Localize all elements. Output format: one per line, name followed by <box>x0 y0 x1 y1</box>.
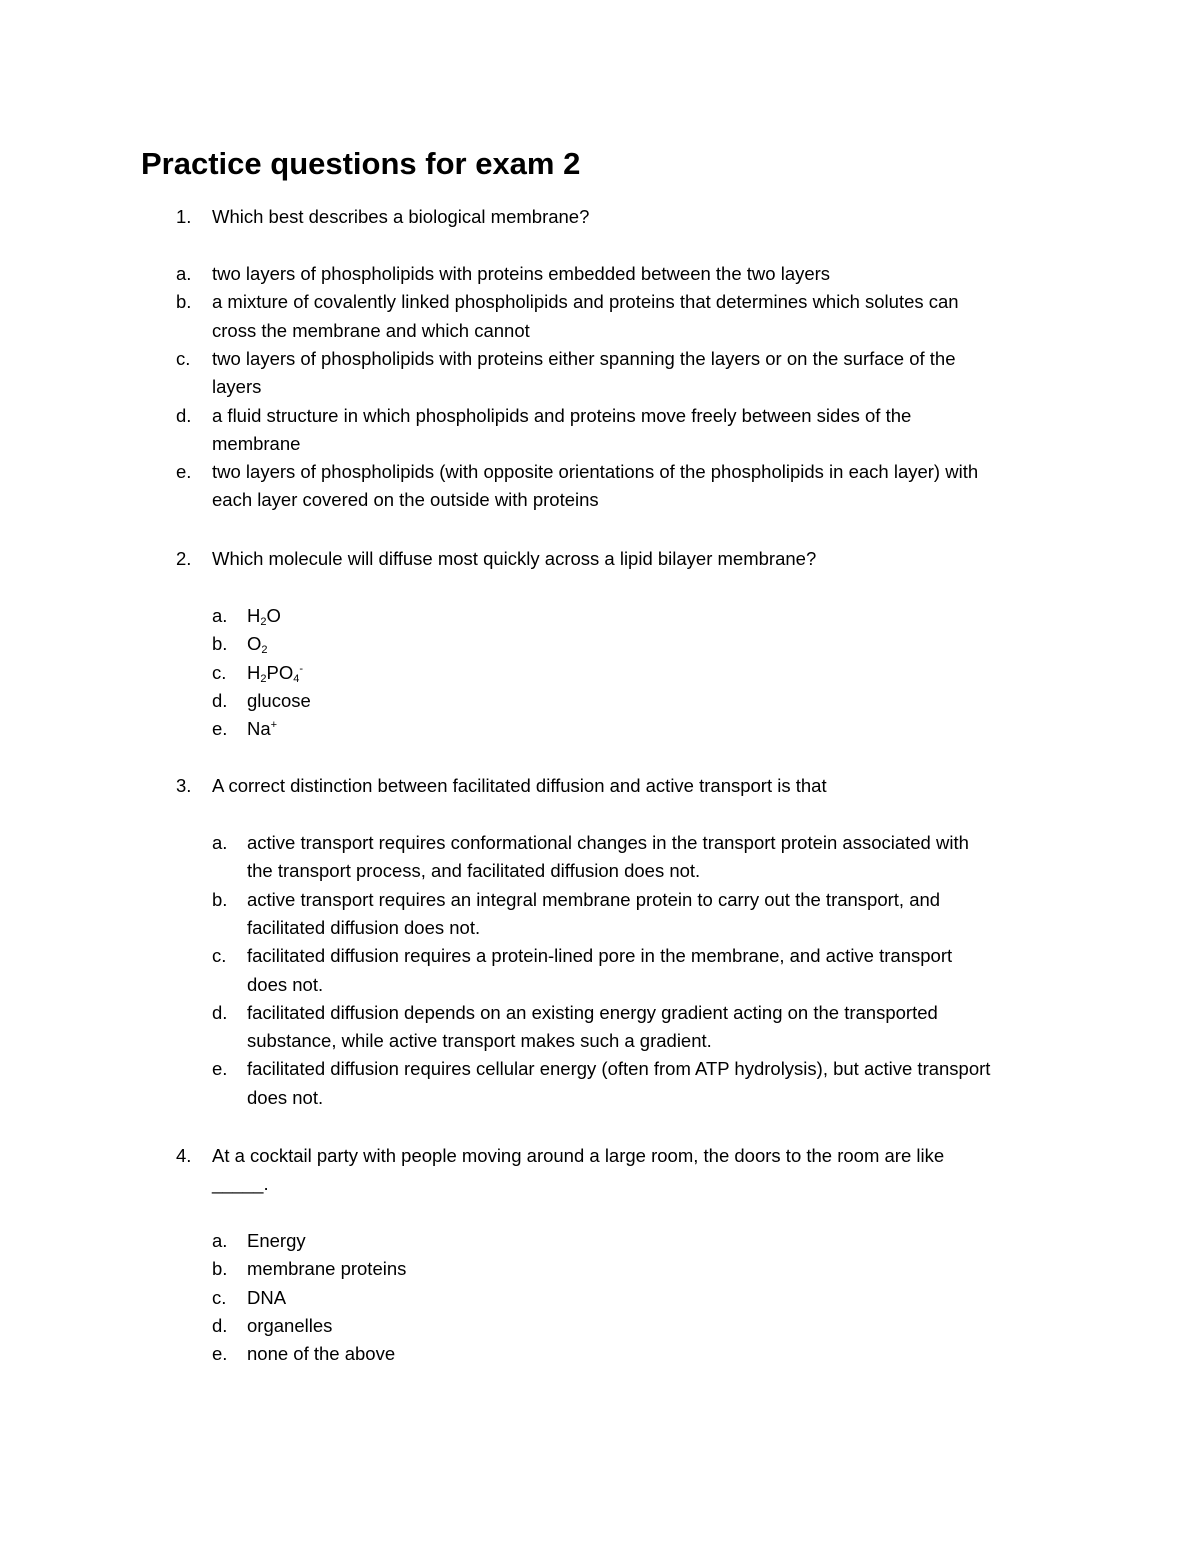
option-text: facilitated diffusion does not. <box>247 916 481 938</box>
question-number: 4. <box>176 1145 192 1166</box>
formula-text: glucose <box>247 689 311 711</box>
option-text: none of the above <box>247 1343 396 1365</box>
option-label: c. <box>176 347 191 369</box>
question-text: A correct distinction between facilitated diffusion and active transport is that <box>212 775 827 796</box>
option-text <box>247 659 303 687</box>
option-text: does not. <box>247 973 324 995</box>
option-text: active transport requires an integral membrane protein to carry out the transport, and <box>247 888 941 910</box>
option-text <box>247 687 311 715</box>
option-text: facilitated diffusion requires a protein-lined pore in the membrane, and active transport <box>247 945 953 967</box>
option-text: each layer covered on the outside with proteins <box>212 489 599 511</box>
option-label: c. <box>212 661 227 683</box>
superscript: + <box>270 719 278 732</box>
option-label: e. <box>212 1343 228 1365</box>
question-text: At a cocktail party with people moving around a large room, the doors to the room are like <box>212 1145 945 1166</box>
option-label: b. <box>212 1258 228 1280</box>
formula-text: O <box>247 633 262 655</box>
option-label: b. <box>212 633 228 655</box>
question-number: 1. <box>176 206 192 227</box>
option-label: b. <box>212 888 228 910</box>
subscript: 2 <box>261 644 268 657</box>
option-text: two layers of phospholipids with proteins either spanning the layers or on the surface of the <box>212 347 956 369</box>
option-text: does not. <box>247 1086 324 1108</box>
option-text: layers <box>212 376 262 398</box>
option-label: e. <box>176 461 192 483</box>
option-text: cross the membrane and which cannot <box>212 319 530 341</box>
page-title: Practice questions for exam 2 <box>141 146 581 181</box>
formula-text: Na <box>247 718 271 740</box>
question-text: Which molecule will diffuse most quickly across a lipid bilayer membrane? <box>212 548 817 569</box>
formula-text: O <box>266 605 281 626</box>
option-text: facilitated diffusion depends on an existing energy gradient acting on the transported <box>247 1001 938 1023</box>
superscript: - <box>299 662 304 675</box>
formula-text: H <box>247 605 261 626</box>
option-text <box>247 602 281 630</box>
option-label: a. <box>212 605 228 626</box>
option-label: d. <box>212 1314 228 1336</box>
option-text: a mixture of covalently linked phospholipids and proteins that determines which solutes can <box>212 291 959 313</box>
option-text <box>247 630 268 658</box>
option-label: b. <box>176 291 192 313</box>
option-label: a. <box>212 832 228 853</box>
option-text: the transport process, and facilitated diffusion does not. <box>247 860 701 882</box>
formula-text: H <box>247 661 261 683</box>
option-label: c. <box>212 1286 227 1308</box>
option-text: two layers of phospholipids (with opposite orientations of the phospholipids in each layer) with <box>212 461 979 483</box>
option-label: a. <box>176 263 192 284</box>
formula-text: PO <box>266 661 294 683</box>
subscript: 4 <box>293 672 300 685</box>
option-label: c. <box>212 945 227 967</box>
option-text: Energy <box>247 1230 306 1251</box>
option-text: organelles <box>247 1314 333 1336</box>
option-text: membrane proteins <box>247 1258 407 1280</box>
option-label: d. <box>176 404 192 426</box>
question-number: 3. <box>176 775 192 796</box>
option-label: e. <box>212 1058 228 1080</box>
question-number: 2. <box>176 548 192 569</box>
option-text: membrane <box>212 432 301 454</box>
option-text: substance, while active transport makes such a gradient. <box>247 1030 712 1052</box>
option-text: two layers of phospholipids with proteins embedded between the two layers <box>212 263 831 284</box>
option-text: active transport requires conformational changes in the transport protein associated with <box>247 832 969 853</box>
question-text: Which best describes a biological membrane? <box>212 206 590 227</box>
option-text: a fluid structure in which phospholipids and proteins move freely between sides of the <box>212 404 912 426</box>
option-label: e. <box>212 718 228 740</box>
option-text: facilitated diffusion requires cellular energy (often from ATP hydrolysis), but active transport <box>247 1058 991 1080</box>
subscript: 2 <box>260 616 267 628</box>
option-text: DNA <box>247 1286 287 1308</box>
subscript: 2 <box>260 672 267 685</box>
option-text <box>247 715 277 743</box>
option-label: a. <box>212 1230 228 1251</box>
question-text: _____. <box>212 1173 269 1194</box>
option-label: d. <box>212 1001 228 1023</box>
option-label: d. <box>212 689 228 711</box>
